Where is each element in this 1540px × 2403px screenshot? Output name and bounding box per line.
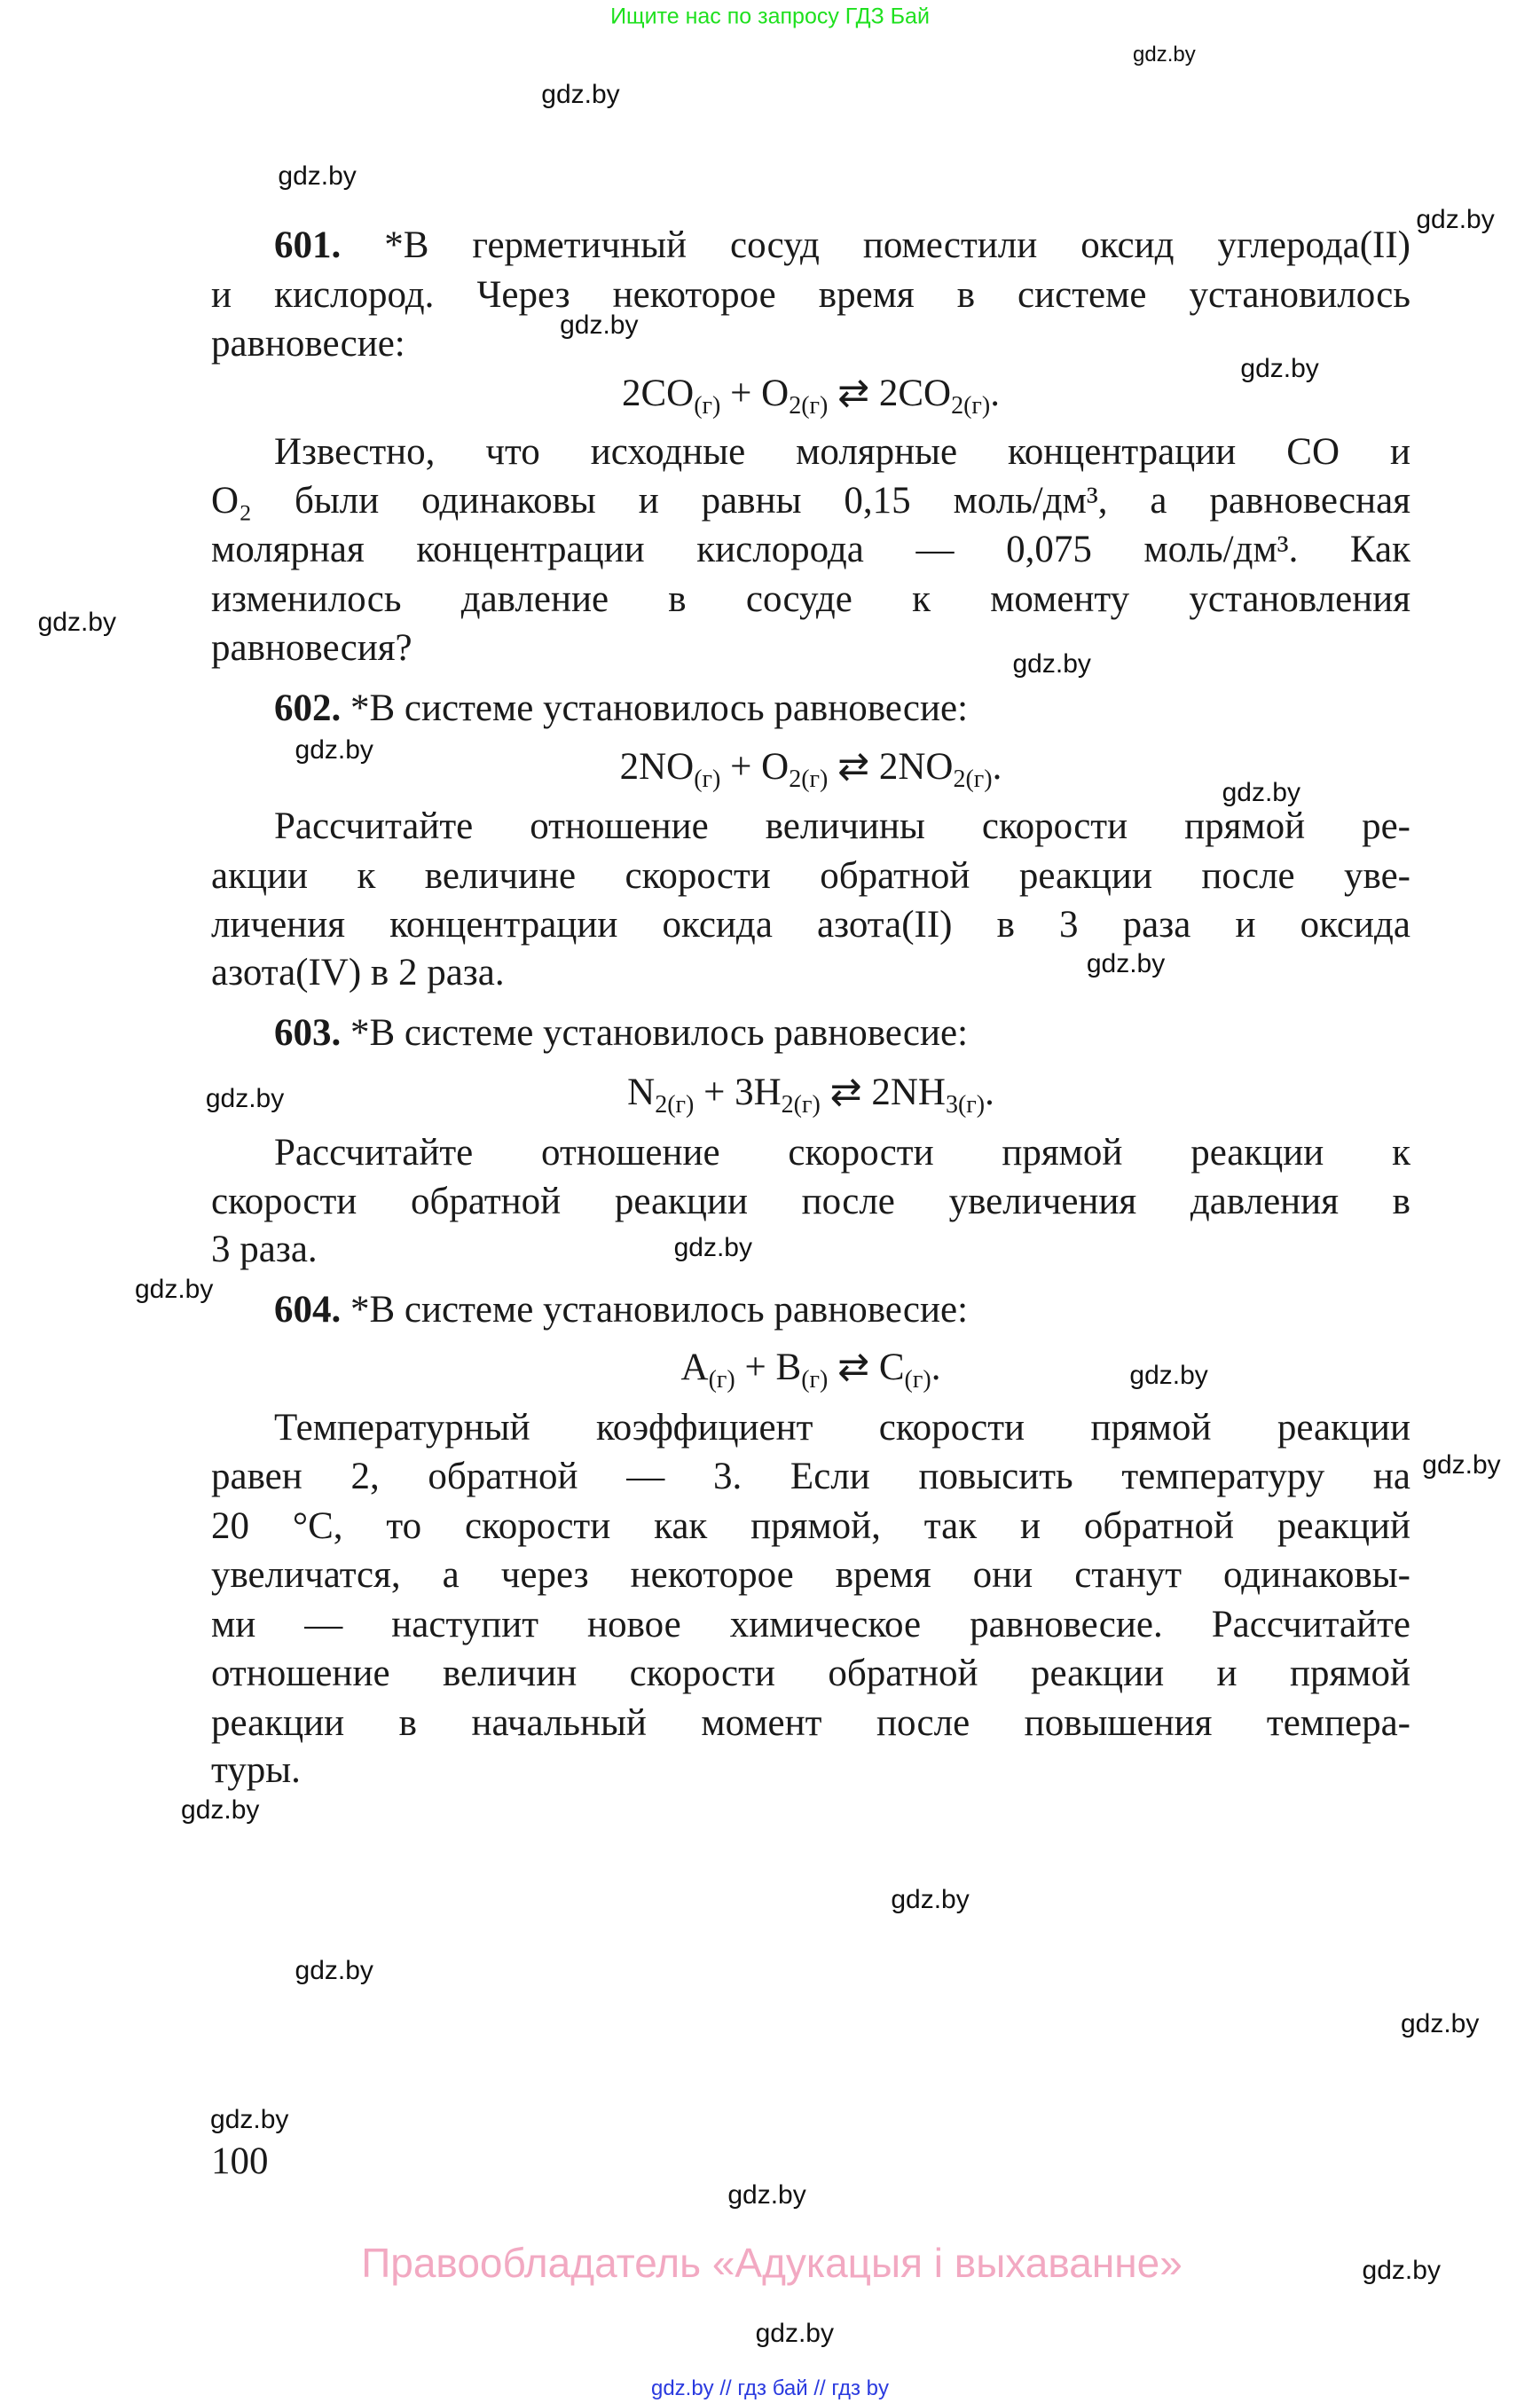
- equation-subscript: 3(г): [945, 1091, 986, 1119]
- equation-term: + 3H: [694, 1072, 782, 1114]
- problem-heading: [274, 1009, 1410, 1058]
- problem-text-line: Рассчитайте отношение величины скорости прямой ре-: [274, 805, 1410, 848]
- watermark: gdz.by: [1362, 2255, 1441, 2285]
- watermark: gdz.by: [1240, 353, 1319, 383]
- equation-term: ⇄ 2NO: [828, 745, 954, 788]
- problem-heading: [274, 221, 1410, 271]
- chemical-equation: [211, 1068, 1410, 1118]
- equation-term: .: [992, 745, 1002, 788]
- problem-number: 603.: [274, 1011, 342, 1054]
- watermark: gdz.by: [1416, 204, 1495, 234]
- chemical-equation: [211, 1343, 1410, 1393]
- problem-text-line: равен 2, обратной — 3. Если повысить температуру на: [211, 1456, 1410, 1498]
- watermark: gdz.by: [541, 80, 620, 110]
- equation-term: .: [931, 1347, 941, 1389]
- problem-text-line: равновесие:: [211, 323, 405, 365]
- problem-text-line: молярная концентрации кислорода — 0,075 моль/дм³. Как: [211, 529, 1410, 571]
- watermark: gdz.by: [37, 607, 116, 637]
- watermark: gdz.by: [560, 310, 639, 341]
- problem-heading-text: *В системе установилось равновесие:: [350, 1288, 969, 1331]
- watermark: gdz.by: [1086, 948, 1166, 978]
- problem-text-line: Рассчитайте отношение скорости прямой реакции к: [274, 1131, 1410, 1174]
- equation-subscript: (г): [694, 391, 721, 420]
- watermark: gdz.by: [205, 1084, 285, 1114]
- equation-subscript: (г): [801, 1366, 829, 1394]
- problem-text-line: Температурный коэффициент скорости прямой реакции: [274, 1406, 1410, 1449]
- equation-subscript: 2(г): [655, 1091, 695, 1119]
- equation-subscript: (г): [904, 1366, 931, 1394]
- watermark: gdz.by: [1012, 648, 1091, 679]
- problem-text-line: скорости обратной реакции после увеличения давления в: [211, 1181, 1410, 1223]
- equation-term: 2CO: [622, 372, 695, 414]
- watermark: gdz.by: [181, 1795, 260, 1826]
- problem-heading: [274, 684, 1410, 734]
- equation-term: ⇄ 2CO: [828, 372, 952, 414]
- watermark: gdz.by: [295, 734, 373, 765]
- problem-text-line: увеличатся, а через некоторое время они станут одинаковы-: [211, 1554, 1410, 1597]
- problem-heading-text: *В системе установилось равновесие:: [350, 1011, 969, 1054]
- equation-term: A: [680, 1347, 709, 1389]
- problem-heading-text: *В системе установилось равновесие:: [350, 687, 969, 729]
- equation-term: 2NO: [619, 745, 695, 788]
- problem-text-line: ми — наступит новое химическое равновесие. Рассчитайте: [211, 1603, 1410, 1645]
- equation-subscript: (г): [708, 1366, 735, 1394]
- footer-links[interactable]: gdz.by // гдз бай // гдз by: [650, 2376, 890, 2400]
- watermark: gdz.by: [1422, 1449, 1501, 1480]
- watermark: gdz.by: [1129, 1361, 1208, 1391]
- equation-term: ⇄ C: [828, 1347, 905, 1389]
- problem-text-line: O₂ были одинаковы и равны 0,15 моль/дм³, а равновесная: [211, 479, 1410, 522]
- equation-subscript: 2(г): [951, 391, 991, 420]
- chemical-equation: [211, 742, 1410, 792]
- problem-text-line: азота(IV) в 2 раза.: [211, 951, 505, 993]
- equation-subscript: (г): [694, 765, 721, 793]
- problem-text-line: изменилось давление в сосуде к моменту установления: [211, 577, 1410, 620]
- equation-term: + O: [720, 372, 790, 414]
- watermark: gdz.by: [295, 1955, 373, 1985]
- problem-text-line: реакции в начальный момент после повышения темпера-: [211, 1701, 1410, 1744]
- problem-text-line: 20 °C, то скорости как прямой, так и обратной реакций: [211, 1504, 1410, 1547]
- equation-subscript: 2(г): [781, 1091, 821, 1119]
- problem-text-line: акции к величине скорости обратной реакции после уве-: [211, 854, 1410, 897]
- equation-term: N: [627, 1072, 656, 1114]
- problem-number: 602.: [274, 687, 342, 729]
- problem-text-line: личения концентрации оксида азота(II) в 3 раза и оксида: [211, 904, 1410, 946]
- equation-subscript: 2(г): [789, 391, 829, 420]
- problem-heading-text: *В герметичный сосуд поместили оксид углерода(II): [384, 224, 1410, 267]
- watermark: gdz.by: [210, 2104, 289, 2134]
- watermark: gdz.by: [1222, 778, 1300, 808]
- problem-heading: [274, 1285, 1410, 1335]
- chemical-equation: [211, 369, 1410, 419]
- problem-text-line: туры.: [211, 1749, 301, 1792]
- watermark: gdz.by: [755, 2318, 834, 2348]
- watermark: gdz.by: [1133, 43, 1196, 67]
- equation-term: + O: [720, 745, 790, 788]
- equation-term: ⇄ 2NH: [820, 1072, 946, 1114]
- problem-text-line: отношение величин скорости обратной реакции и прямой: [211, 1653, 1410, 1695]
- equation-subscript: 2(г): [953, 765, 993, 793]
- equation-term: .: [990, 372, 1000, 414]
- problem-text-line: и кислород. Через некоторое время в системе установилось: [211, 273, 1410, 316]
- problem-text-line: равновесия?: [211, 627, 412, 670]
- watermark: gdz.by: [727, 2179, 806, 2210]
- watermark: gdz.by: [673, 1233, 752, 1263]
- equation-subscript: 2(г): [789, 765, 829, 793]
- equation-term: + B: [735, 1347, 802, 1389]
- equation-term: .: [985, 1072, 994, 1114]
- page-number: 100: [211, 2140, 269, 2182]
- problem-number: 604.: [274, 1288, 342, 1331]
- problem-number: 601.: [274, 224, 342, 267]
- watermark: gdz.by: [278, 161, 357, 192]
- problem-text-line: 3 раза.: [211, 1228, 318, 1270]
- rights-holder-notice: Правообладатель «Адукацыя і выхаванне»: [361, 2240, 1182, 2286]
- watermark: gdz.by: [134, 1274, 214, 1304]
- top-search-banner[interactable]: Ищите нас по запросу ГДЗ Бай: [610, 4, 930, 29]
- problem-text-line: Известно, что исходные молярные концентрации CO и: [274, 430, 1410, 473]
- watermark: gdz.by: [1400, 2009, 1480, 2039]
- watermark: gdz.by: [891, 1884, 970, 1914]
